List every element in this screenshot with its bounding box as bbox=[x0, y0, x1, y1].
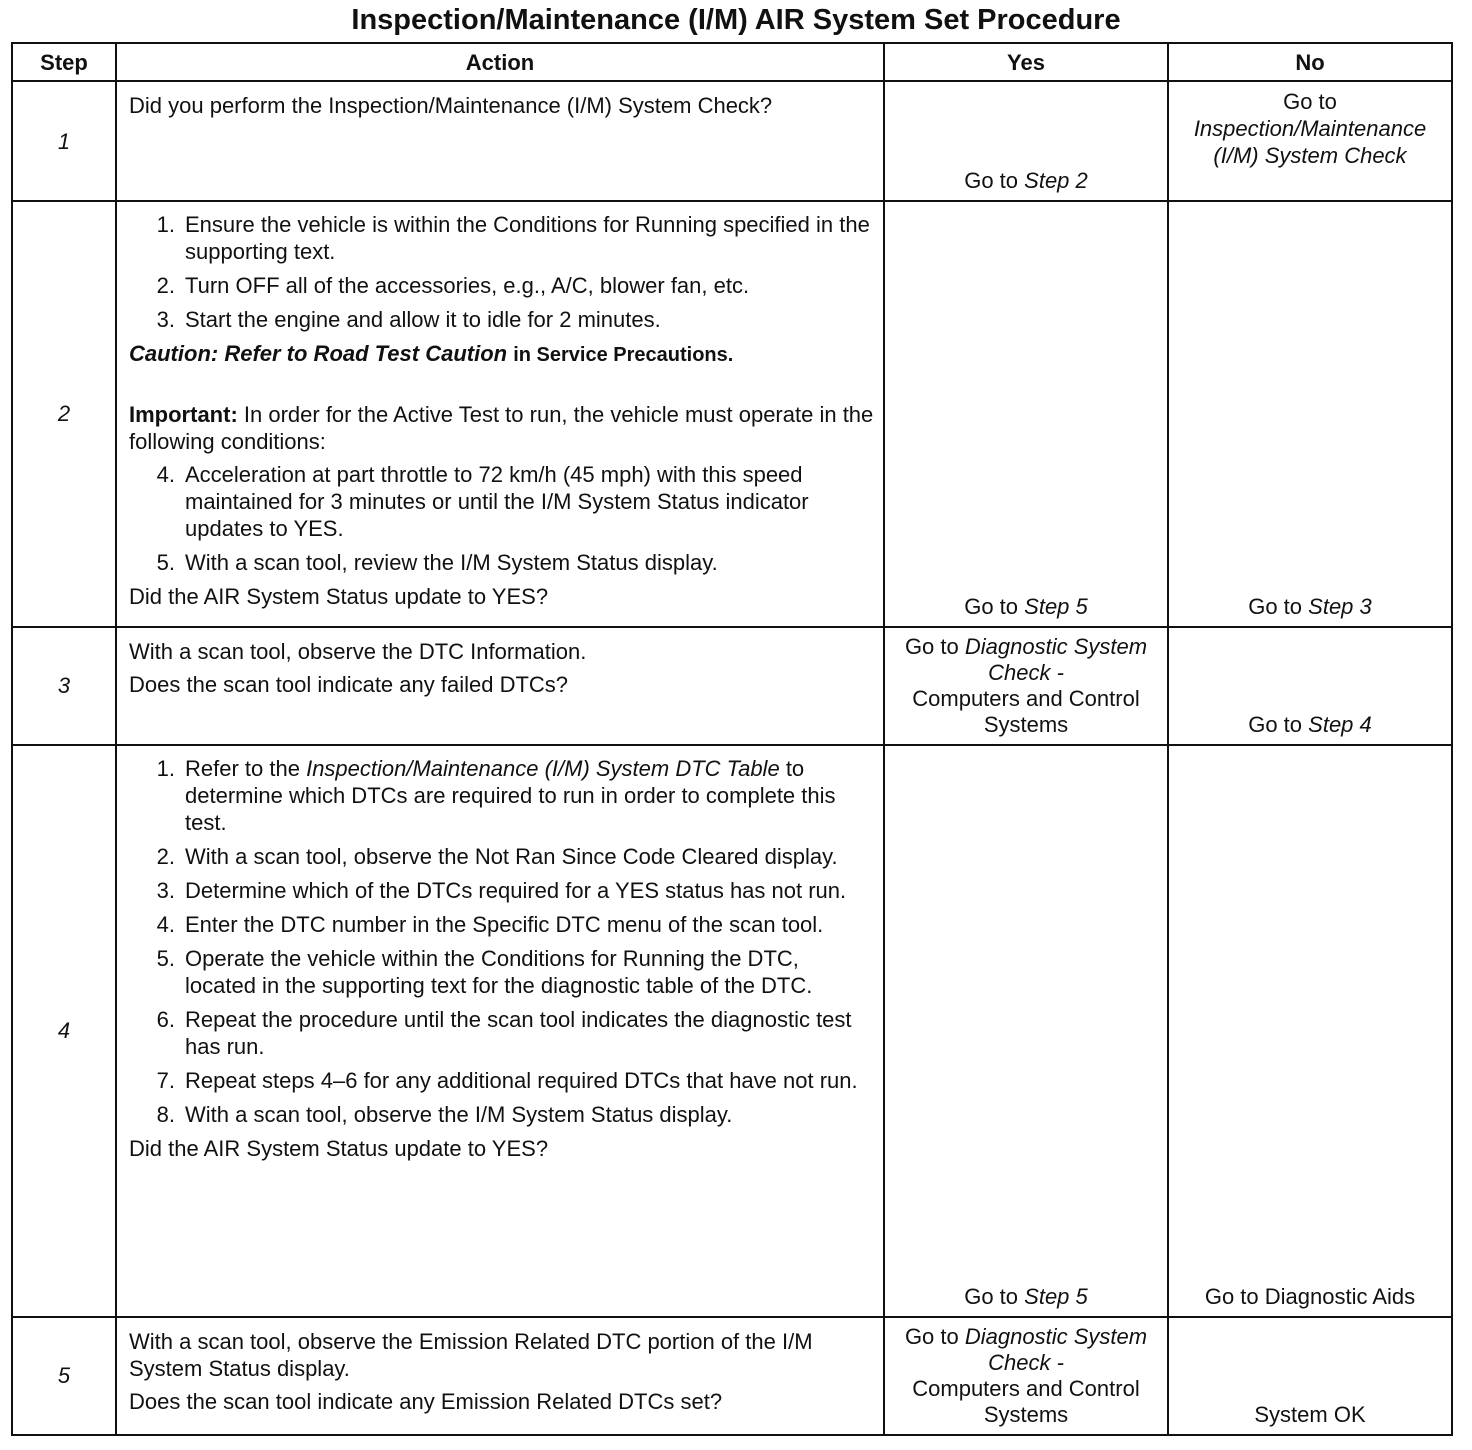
table-row bbox=[12, 81, 1452, 201]
yes-prefix: Go to bbox=[964, 168, 1019, 194]
no-result: System OK bbox=[1254, 1402, 1366, 1427]
list-item: 2. Turn OFF all of the accessories, e.g., A/C, blower fan, etc. bbox=[156, 273, 750, 299]
action-cell bbox=[116, 81, 884, 201]
no-cell bbox=[1168, 81, 1452, 201]
yes-link[interactable]: Diagnostic System Check - bbox=[964, 633, 1148, 685]
list-item: 6. Repeat the procedure until the scan tool indicates the diagnostic test has run. bbox=[156, 1006, 852, 1059]
no-cell bbox=[1168, 745, 1452, 1317]
yes-link[interactable]: Step 5 bbox=[1024, 1283, 1088, 1309]
action-question: Did you perform the Inspection/Maintenance (I/M) System Check? bbox=[129, 93, 773, 118]
no-cell bbox=[1168, 1317, 1452, 1435]
header-row bbox=[12, 43, 1452, 81]
no-cell: Go to Step 3 bbox=[1168, 201, 1452, 626]
yes-link[interactable]: Step 2 bbox=[1024, 168, 1088, 194]
step-number: 5 bbox=[12, 1317, 116, 1435]
table-link[interactable]: Inspection/Maintenance (I/M) System DTC Table bbox=[306, 755, 780, 781]
yes-cell: Go to Step 5 bbox=[884, 745, 1168, 1317]
yes-link[interactable]: Diagnostic System Check - bbox=[964, 1324, 1148, 1375]
list-item: 8. With a scan tool, observe the I/M System Status display. bbox=[156, 1101, 733, 1127]
header-action: Action bbox=[116, 43, 884, 81]
action-question: Did the AIR System Status update to YES? bbox=[129, 1135, 549, 1161]
step-number: 4 bbox=[12, 745, 116, 1317]
yes-cell: Go to Diagnostic System Check - Computers and Control Systems bbox=[884, 627, 1168, 745]
yes-cell: Go to Diagnostic System Check - Computers and Control Systems bbox=[884, 1317, 1168, 1435]
list-item: 1. Ensure the vehicle is within the Conditions for Running specified in the supporting text. bbox=[156, 212, 870, 265]
table-row bbox=[12, 1317, 1452, 1435]
list-item: 5. With a scan tool, review the I/M System Status display. bbox=[156, 550, 718, 576]
no-link[interactable]: Step 4 bbox=[1308, 711, 1372, 737]
no-link[interactable]: Step 3 bbox=[1308, 593, 1372, 619]
header-step: Step bbox=[12, 43, 116, 81]
action-cell: With a scan tool, observe the DTC Information. Does the scan tool indicate any failed DTCs? bbox=[116, 627, 884, 745]
caution-note: Caution: Refer to Road Test Caution in Service Precautions. bbox=[129, 341, 734, 367]
list-item: 7. Repeat steps 4–6 for any additional required DTCs that have not run. bbox=[156, 1067, 858, 1093]
yes-cell: Go to Step 5 bbox=[884, 201, 1168, 626]
table-row bbox=[12, 201, 1452, 626]
no-link[interactable]: Inspection/Maintenance (I/M) System Check bbox=[1193, 116, 1427, 168]
header-yes: Yes bbox=[884, 43, 1168, 81]
step-number: 2 bbox=[12, 201, 116, 626]
no-cell: Go to Step 4 bbox=[1168, 627, 1452, 745]
list-item: 4. Enter the DTC number in the Specific DTC menu of the scan tool. bbox=[156, 911, 824, 937]
table-row bbox=[12, 627, 1452, 745]
action-question: Did the AIR System Status update to YES? bbox=[129, 584, 549, 610]
step-number: 1 bbox=[12, 81, 116, 201]
action-cell bbox=[116, 745, 884, 1317]
list-item: 5. Operate the vehicle within the Conditions for Running the DTC, located in the supporting text for the diagnostic table of the DTC. bbox=[156, 945, 813, 998]
action-cell bbox=[116, 201, 884, 626]
list-item: 1. Refer to the Inspection/Maintenance (I/M) System DTC Table to determine which DTCs are required to run in order to complete this test. bbox=[156, 755, 836, 835]
action-list bbox=[129, 461, 875, 576]
procedure-table bbox=[11, 42, 1453, 1436]
header-no: No bbox=[1168, 43, 1452, 81]
action-question: Does the scan tool indicate any failed DTCs? bbox=[129, 671, 569, 697]
action-cell: With a scan tool, observe the Emission Related DTC portion of the I/M System Status display. Does the scan tool indicate any Emission Related DTCs set? bbox=[116, 1317, 884, 1435]
list-item: 3. Determine which of the DTCs required for a YES status has not run. bbox=[156, 877, 847, 903]
action-question: Does the scan tool indicate any Emission Related DTCs set? bbox=[129, 1388, 723, 1414]
page-title: Inspection/Maintenance (I/M) AIR System Set Procedure bbox=[351, 4, 1121, 36]
yes-cell bbox=[884, 81, 1168, 201]
list-item: 3. Start the engine and allow it to idle for 2 minutes. bbox=[156, 307, 661, 333]
action-list bbox=[129, 755, 875, 1128]
important-note: Important: In order for the Active Test to run, the vehicle must operate in the following conditions: bbox=[129, 402, 874, 455]
table-row bbox=[12, 745, 1452, 1317]
list-item: 4. Acceleration at part throttle to 72 km/h (45 mph) with this speed maintained for 3 minutes or until the I/M System Status indicator updates to YES. bbox=[156, 462, 809, 542]
yes-link[interactable]: Step 5 bbox=[1024, 593, 1088, 619]
action-list bbox=[129, 211, 875, 333]
list-item: 2. With a scan tool, observe the Not Ran Since Code Cleared display. bbox=[156, 843, 838, 869]
no-link[interactable]: Go to Diagnostic Aids bbox=[1204, 1283, 1416, 1309]
step-number: 3 bbox=[12, 627, 116, 745]
no-prefix: Go to bbox=[1283, 89, 1337, 114]
